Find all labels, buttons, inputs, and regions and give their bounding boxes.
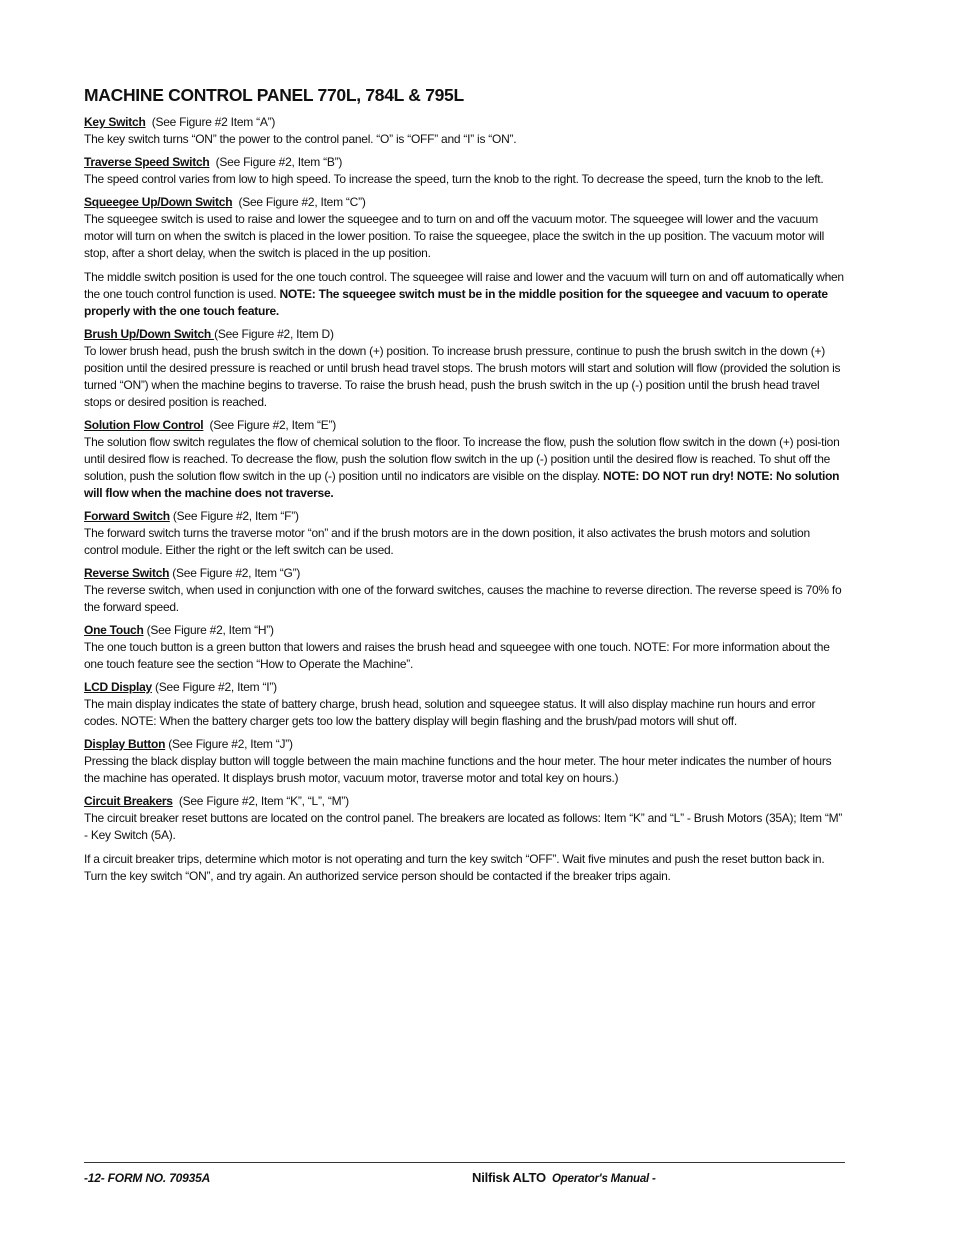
section-heading-line bbox=[84, 417, 844, 434]
section-heading-line bbox=[84, 508, 844, 525]
footer-brand: Nilfisk ALTO bbox=[472, 1170, 546, 1185]
section-paragraph bbox=[84, 851, 844, 885]
section-paragraph bbox=[84, 434, 844, 502]
section-paragraph bbox=[84, 131, 844, 148]
section bbox=[84, 508, 844, 559]
paragraph-text: Pressing the black display button will toggle between the main machine functions and the hour meter. The hour meter indicates the number of hours the machine has operated. It displays brush motor, vacuum motor, traverse motor and total key on hours.) bbox=[84, 754, 832, 785]
page-content bbox=[84, 84, 844, 891]
paragraph-text: The forward switch turns the traverse motor “on” and if the brush motors are in the down position, it also activates the brush motors and solution control module. Either the right or the left switch can be used. bbox=[84, 526, 810, 557]
section-heading-line bbox=[84, 326, 844, 343]
section-figure-reference: (See Figure #2, Item D) bbox=[214, 327, 334, 341]
section-figure-reference: (See Figure #2, Item “H”) bbox=[143, 623, 274, 637]
section-heading-line bbox=[84, 679, 844, 696]
footer-page-form-number: -12- FORM NO. 70935A bbox=[84, 1171, 211, 1185]
section-paragraph bbox=[84, 525, 844, 559]
section-figure-reference: (See Figure #2, Item “G”) bbox=[169, 566, 301, 580]
bold-note-text: NOTE: DO NOT run dry! NOTE: No solution will flow when the machine does not traverse. bbox=[84, 469, 840, 500]
section-figure-reference: (See Figure #2, Item “I”) bbox=[151, 680, 277, 694]
section-heading: LCD Display bbox=[84, 680, 152, 694]
bold-note-text: NOTE: The squeegee switch must be in the middle position for the squeegee and vacuum to operate properly with the one touch feature. bbox=[84, 287, 828, 318]
section-heading-line bbox=[84, 793, 844, 810]
section-figure-reference: (See Figure #2, Item “J”) bbox=[165, 737, 293, 751]
section bbox=[84, 565, 844, 616]
page-title: MACHINE CONTROL PANEL 770L, 784L & 795L bbox=[84, 85, 464, 105]
section-paragraph bbox=[84, 639, 844, 673]
paragraph-text: If a circuit breaker trips, determine which motor is not operating and turn the key switch “OFF”. Wait five minutes and push the reset button back in. Turn the key switch “ON”, and try again. An authorized service person should be contacted if the breaker trips again. bbox=[84, 852, 825, 883]
paragraph-text: The one touch button is a green button that lowers and raises the brush head and squeegee with one touch. NOTE: For more information about the one touch feature see the section “How to Operate the Machine”. bbox=[84, 640, 830, 671]
section bbox=[84, 622, 844, 673]
section-figure-reference: (See Figure #2, Item “B”) bbox=[209, 155, 343, 169]
section bbox=[84, 326, 844, 411]
paragraph-text: The solution flow switch regulates the flow of chemical solution to the floor. To increase the flow, push the solution flow switch in the down (+) posi-tion until desired flow is reached. To decrease the flow, push the solution flow switch in the up (-) position until the desired flow is reached. To shut off the solution, push the solution flow switch in the up (-) position until no indicators are visible on the display. bbox=[84, 435, 840, 483]
paragraph-text: The circuit breaker reset buttons are located on the control panel. The breakers are located as follows: Item “K” and “L” - Brush Motors (35A); Item “M” - Key Switch (5A). bbox=[84, 811, 843, 842]
sections-container bbox=[84, 114, 844, 885]
section-heading-line bbox=[84, 622, 844, 639]
footer-divider bbox=[84, 1162, 845, 1163]
section-heading-line bbox=[84, 114, 844, 131]
section-heading: Brush Up/Down Switch bbox=[84, 327, 215, 341]
section bbox=[84, 194, 844, 320]
section-paragraph bbox=[84, 171, 844, 188]
section-paragraph bbox=[84, 343, 844, 411]
section-figure-reference: (See Figure #2 Item “A”) bbox=[145, 115, 276, 129]
section-heading: Display Button bbox=[84, 737, 166, 751]
section-heading-line bbox=[84, 194, 844, 211]
section-figure-reference: (See Figure #2, Item “F”) bbox=[169, 509, 299, 523]
section-paragraph bbox=[84, 582, 844, 616]
paragraph-text: The speed control varies from low to high speed. To increase the speed, turn the knob to the right. To decrease the speed, turn the knob to the left. bbox=[84, 172, 824, 186]
section-heading-line bbox=[84, 565, 844, 582]
section-heading: Key Switch bbox=[84, 115, 146, 129]
section bbox=[84, 736, 844, 787]
section-paragraph bbox=[84, 810, 844, 844]
paragraph-text: The key switch turns “ON” the power to the control panel. “O” is “OFF” and “I” is “ON”. bbox=[84, 132, 517, 146]
section bbox=[84, 114, 844, 148]
section-figure-reference: (See Figure #2, Item “C”) bbox=[232, 195, 366, 209]
section-figure-reference: (See Figure #2, Item “E”) bbox=[203, 418, 337, 432]
section-figure-reference: (See Figure #2, Item “K”, “L”, “M”) bbox=[172, 794, 349, 808]
section-heading: Forward Switch bbox=[84, 509, 170, 523]
section-heading-line bbox=[84, 736, 844, 753]
paragraph-text: The reverse switch, when used in conjunction with one of the forward switches, causes the machine to reverse direction. The reverse speed is 70% fo the forward speed. bbox=[84, 583, 842, 614]
section bbox=[84, 793, 844, 885]
section-heading: Reverse Switch bbox=[84, 566, 170, 580]
section-paragraph bbox=[84, 753, 844, 787]
section-heading: Squeegee Up/Down Switch bbox=[84, 195, 233, 209]
section-heading: Solution Flow Control bbox=[84, 418, 204, 432]
section bbox=[84, 417, 844, 502]
section-heading: Traverse Speed Switch bbox=[84, 155, 210, 169]
section-heading: Circuit Breakers bbox=[84, 794, 173, 808]
section bbox=[84, 679, 844, 730]
section-paragraph bbox=[84, 696, 844, 730]
section-paragraph bbox=[84, 211, 844, 262]
paragraph-text: The middle switch position is used for the one touch control. The squeegee will raise and lower and the vacuum will turn on and off automatically when the one touch control function is used. bbox=[84, 270, 844, 301]
section-heading: One Touch bbox=[84, 623, 144, 637]
paragraph-text: To lower brush head, push the brush switch in the down (+) position. To increase brush pressure, continue to push the brush switch in the down (+) position until the desired pressure is reached or until brush head travel stops. The brush motors will start and solution will flow (provided the solution is turned “ON”) when the machine begins to traverse. To raise the brush head, push the brush switch in the up (-) position until the brush head travel stops or desired position is reached. bbox=[84, 344, 841, 409]
section-paragraph bbox=[84, 269, 844, 320]
footer-manual-label: Operator's Manual - bbox=[551, 1173, 656, 1185]
section-heading-line bbox=[84, 154, 844, 171]
paragraph-text: The main display indicates the state of battery charge, brush head, solution and squeegee status. It will also display machine run hours and error codes. NOTE: When the battery charger gets too low the battery display will begin flashing and the brush/pad motors will shut off. bbox=[84, 697, 816, 728]
section bbox=[84, 154, 844, 188]
footer-manual-title bbox=[472, 1170, 656, 1185]
paragraph-text: The squeegee switch is used to raise and lower the squeegee and to turn on and off the vacuum motor. The squeegee will lower and the vacuum motor will turn on when the switch is placed in the lower position. To raise the squeegee, place the switch in the up position. The vacuum motor will stop, after a short delay, when the switch is placed in the up position. bbox=[84, 212, 825, 260]
